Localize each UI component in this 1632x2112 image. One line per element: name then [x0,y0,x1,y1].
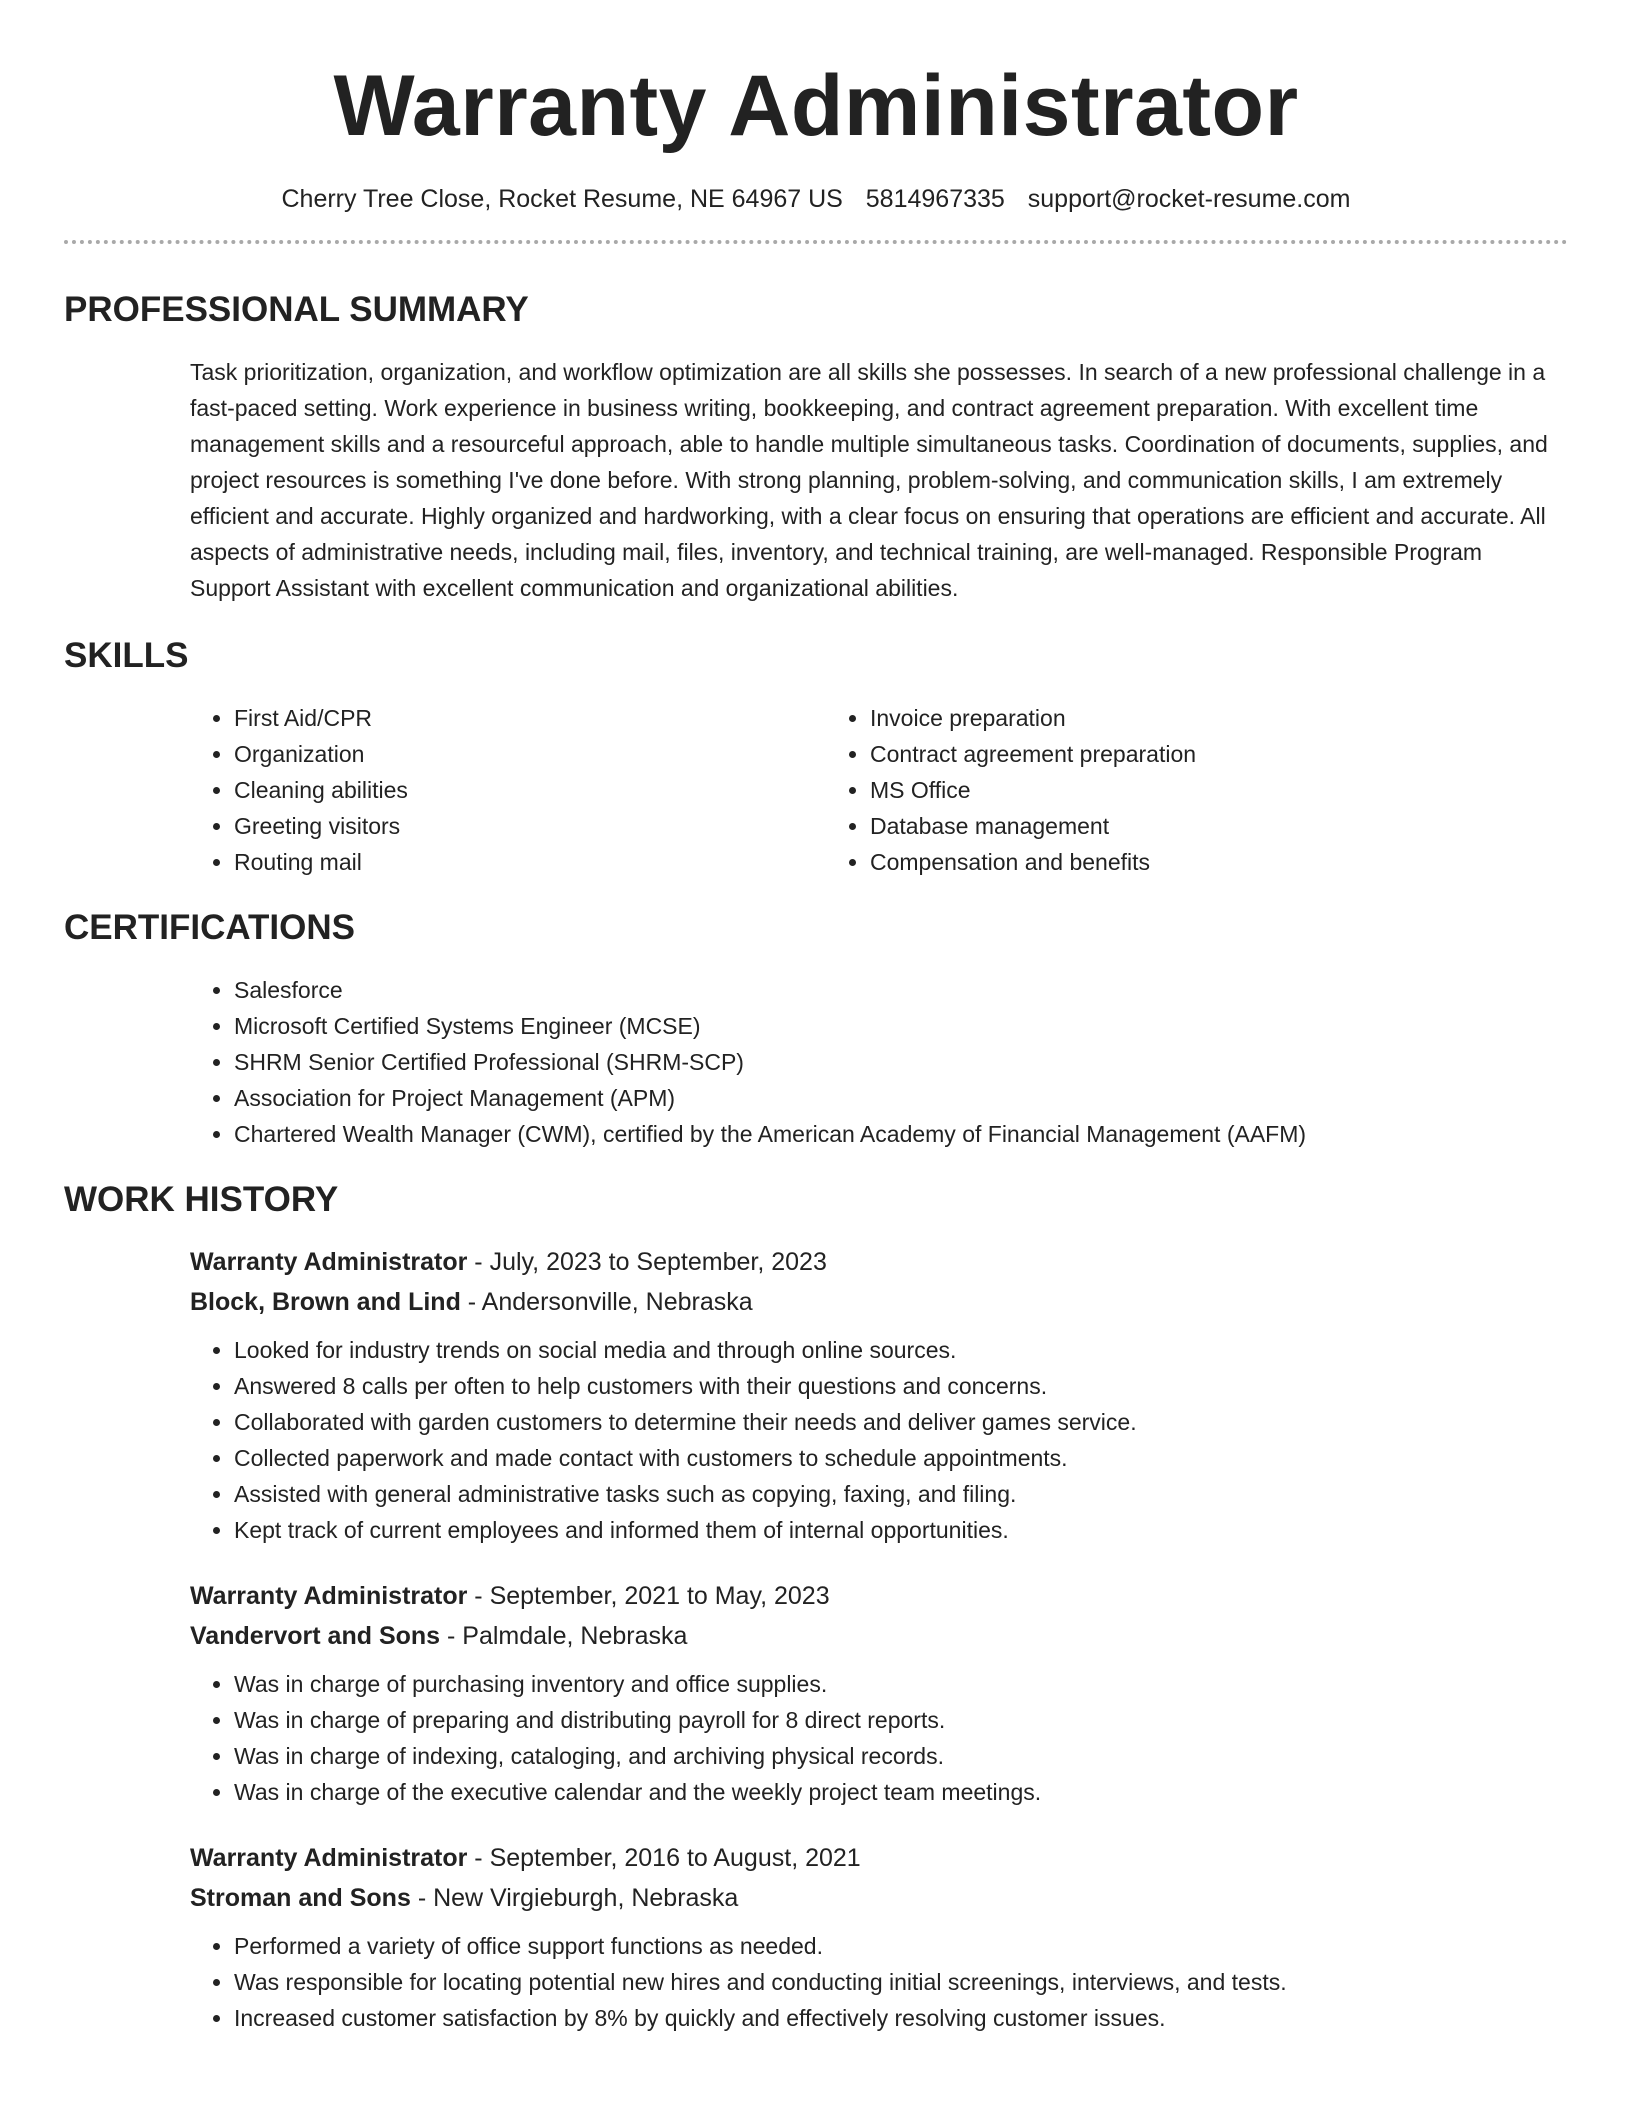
job-location: - Andersonville, Nebraska [460,1288,753,1316]
resume-page [64,0,1568,2036]
job-duty: • Was in charge of purchasing inventory and office supplies. [234,1666,1568,1702]
job-company: Stroman and Sons [190,1884,411,1912]
certification-item: • Salesforce [234,972,1568,1008]
skill-item: • First Aid/CPR [234,700,826,736]
job-duties [190,1332,1568,1548]
job-duty: • Collected paperwork and made contact with customers to schedule appointments. [234,1440,1568,1476]
job-location: - New Virgieburgh, Nebraska [410,1884,739,1912]
skill-item: • MS Office [870,772,1462,808]
job-entry [190,1576,1568,1810]
job-dates: - September, 2021 to May, 2023 [467,1582,830,1610]
job-duty: • Was in charge of preparing and distributing payroll for 8 direct reports. [234,1702,1568,1738]
job-duty: • Was responsible for locating potential new hires and conducting initial screenings, interviews, and tests. [234,1964,1568,2000]
skills-column-right [826,700,1462,880]
contact-email: support@rocket-resume.com [1027,185,1351,213]
contact-address: Cherry Tree Close, Rocket Resume, NE 64967 US [281,185,843,213]
skill-item: • Database management [870,808,1462,844]
job-duty: • Performed a variety of office support functions as needed. [234,1928,1568,1964]
section-title-skills: SKILLS [64,636,189,675]
job-duty: • Was in charge of indexing, cataloging, and archiving physical records. [234,1738,1568,1774]
job-duty: • Assisted with general administrative tasks such as copying, faxing, and filing. [234,1476,1568,1512]
job-role: Warranty Administrator [190,1248,468,1276]
skill-item: • Compensation and benefits [870,844,1462,880]
section-title-certifications: CERTIFICATIONS [64,908,356,947]
job-duty: • Answered 8 calls per often to help customers with their questions and concerns. [234,1368,1568,1404]
skill-item: • Cleaning abilities [234,772,826,808]
certifications-list [190,972,1568,1152]
job-company-line [190,1616,1568,1656]
header-divider [64,240,1568,244]
skills-column-left [190,700,826,880]
job-duty: • Was in charge of the executive calendar and the weekly project team meetings. [234,1774,1568,1810]
job-duty: • Increased customer satisfaction by 8% by quickly and effectively resolving customer issues. [234,2000,1568,2036]
skill-item: • Organization [234,736,826,772]
job-role-line [190,1242,1568,1282]
job-dates: - July, 2023 to September, 2023 [467,1248,827,1276]
contact-line [64,184,1568,214]
job-duties [190,1666,1568,1810]
job-duty: • Collaborated with garden customers to determine their needs and deliver games service. [234,1404,1568,1440]
section-title-summary: PROFESSIONAL SUMMARY [64,290,529,329]
job-role: Warranty Administrator [190,1582,468,1610]
job-company-line [190,1282,1568,1322]
certification-item: • SHRM Senior Certified Professional (SHRM-SCP) [234,1044,1568,1080]
job-duty: • Kept track of current employees and informed them of internal opportunities. [234,1512,1568,1548]
job-location: - Palmdale, Nebraska [440,1622,688,1650]
job-role-line [190,1576,1568,1616]
job-entry [190,1242,1568,1548]
job-company: Block, Brown and Lind [190,1288,461,1316]
skill-item: • Greeting visitors [234,808,826,844]
skill-item: • Contract agreement preparation [870,736,1462,772]
summary-text: Task prioritization, organization, and workflow optimization are all skills she possesses. In search of a new professional challenge in a fast-paced setting. Work experience in business writing, bookkeeping, and contract agreement preparation. With excellent time management skills and a resourceful approach, able to handle multiple simultaneous tasks. Coordination of documents, supplies, and project resources is something I've done before. With strong planning, problem-solving, and communication skills, I am extremely efficient and accurate. Highly organized and hardworking, with a clear focus on ensuring that operations are efficient and accurate. All aspects of administrative needs, including mail, files, inventory, and technical training, are well-managed. Responsible Program Support Assistant with excellent communication and organizational abilities. [190,359,1548,601]
skills-list [190,700,1568,880]
certification-item: • Chartered Wealth Manager (CWM), certified by the American Academy of Financial Management (AAFM) [234,1116,1568,1152]
resume-name: Warranty Administrator [333,58,1299,154]
job-company-line [190,1878,1568,1918]
job-company: Vandervort and Sons [190,1622,441,1650]
skill-item: • Routing mail [234,844,826,880]
job-dates: - September, 2016 to August, 2021 [467,1844,861,1872]
job-role: Warranty Administrator [190,1844,468,1872]
certification-item: • Association for Project Management (APM) [234,1080,1568,1116]
job-duties [190,1928,1568,2036]
job-entry [190,1838,1568,2036]
section-title-work-history: WORK HISTORY [64,1180,339,1219]
job-duty: • Looked for industry trends on social media and through online sources. [234,1332,1568,1368]
skill-item: • Invoice preparation [870,700,1462,736]
contact-phone: 5814967335 [865,185,1005,213]
certification-item: • Microsoft Certified Systems Engineer (MCSE) [234,1008,1568,1044]
job-role-line [190,1838,1568,1878]
